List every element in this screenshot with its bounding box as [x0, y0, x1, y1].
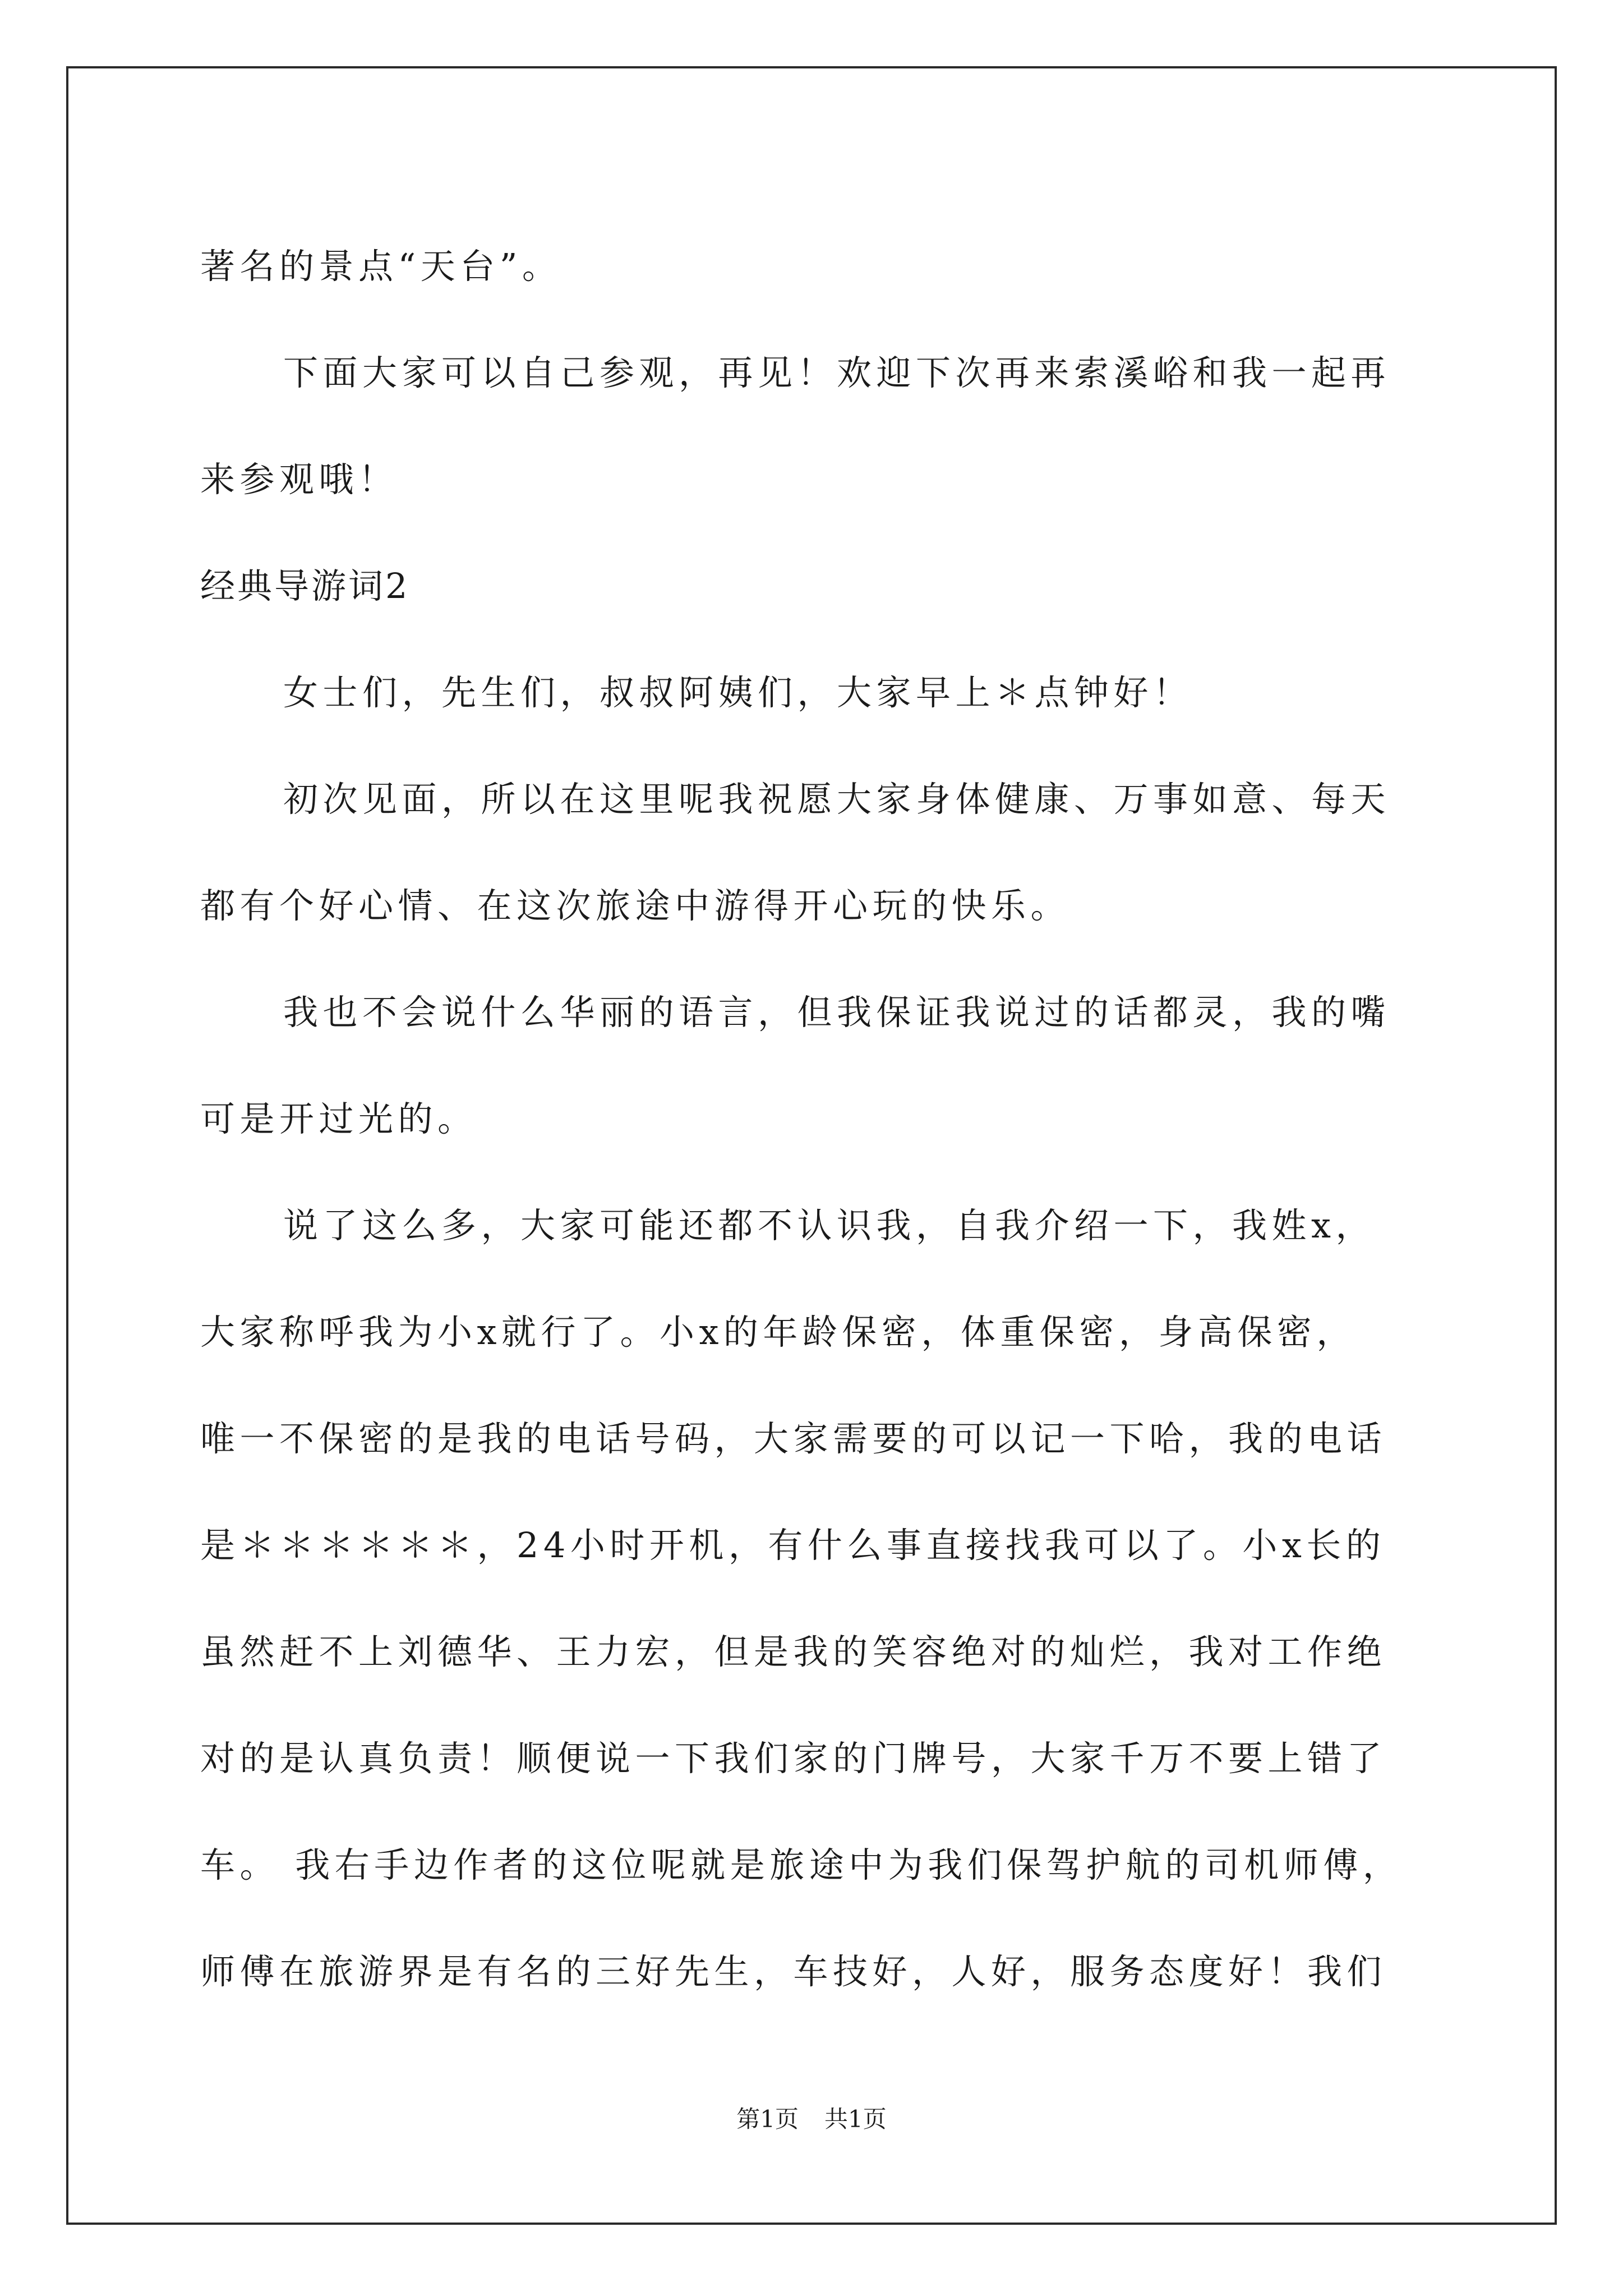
text-line: 对的是认真负责！顺便说一下我们家的门牌号，大家千万不要上错了 — [200, 1738, 1387, 1779]
text-line: 是＊＊＊＊＊＊，24小时开机，有什么事直接找我可以了。小x长的 — [200, 1525, 1386, 1566]
document-body — [200, 213, 1428, 2025]
text-line: 师傅在旅游界是有名的三好先生，车技好，人好，服务态度好！我们 — [200, 1951, 1387, 1992]
text-line: 车。 我右手边作者的这位呢就是旅途中为我们保驾护航的司机师傅， — [200, 1844, 1403, 1885]
page-number: 第1页 — [736, 2105, 799, 2133]
section-heading: 经典导游词2 — [200, 565, 410, 606]
text-line: 说了这么多，大家可能还都不认识我，自我介绍一下，我姓x， — [283, 1205, 1375, 1246]
text-line: 著名的景点“天台”。 — [200, 246, 562, 287]
text-line: 来参观哦！ — [200, 459, 398, 500]
text-line: 女士们，先生们，叔叔阿姨们，大家早上＊点钟好！ — [283, 672, 1193, 713]
text-line: 可是开过光的。 — [200, 1098, 477, 1139]
text-line: 虽然赶不上刘德华、王力宏，但是我的笑容绝对的灿烂，我对工作绝 — [200, 1631, 1387, 1672]
text-line: 我也不会说什么华丽的语言，但我保证我说过的话都灵，我的嘴 — [283, 992, 1391, 1033]
text-line: 大家称呼我为小x就行了。小x的年龄保密，体重保密，身高保密， — [200, 1312, 1356, 1352]
page-footer — [0, 2102, 1623, 2136]
text-line: 唯一不保密的是我的电话号码，大家需要的可以记一下哈，我的电话 — [200, 1418, 1387, 1459]
page-total: 共1页 — [824, 2105, 887, 2133]
text-line: 下面大家可以自己参观，再见！欢迎下次再来索溪峪和我一起再 — [283, 352, 1391, 393]
text-line: 都有个好心情、在这次旅途中游得开心玩的快乐。 — [200, 885, 1071, 926]
text-line: 初次见面，所以在这里呢我祝愿大家身体健康、万事如意、每天 — [283, 779, 1391, 820]
